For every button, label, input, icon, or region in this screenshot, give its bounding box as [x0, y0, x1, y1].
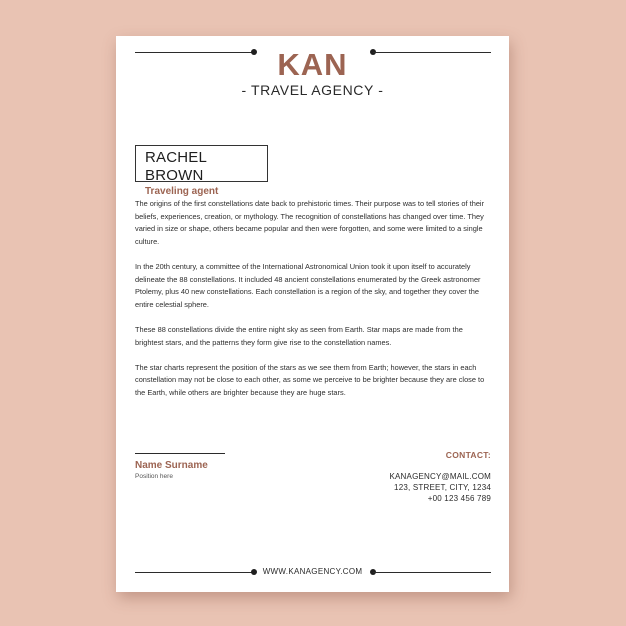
- contact-phone[interactable]: +00 123 456 789: [427, 494, 491, 503]
- sender-role: Traveling agent: [145, 186, 219, 197]
- signature-name: Name Surname: [135, 460, 208, 471]
- body-paragraph: These 88 constellations divide the entire night sky as seen from Earth. Star maps are made from the brightest stars, and the patterns they form give rise to the constellation names.: [135, 324, 463, 347]
- body-paragraph: In the 20th century, a committee of the International Astronomical Union took it upon itself to accurately delineate the 88 constellations. It included 48 ancient constellations enumerated by the Greek astronomer Ptolemy, plus 40 new constellations. Each constellation is a region of the sky, and together they cover the entire celestial sphere.: [135, 261, 481, 309]
- signature-position: Position here: [135, 473, 173, 480]
- website-link[interactable]: WWW.KANAGENCY.COM: [262, 567, 363, 576]
- body-paragraph: The star charts represent the position of the stars as we see them from Earth; however, the stars in each constellation may not be close to each other, as some we perceive to be brighter because they are close to the Earth, while others are brighter because they are huge stars.: [135, 362, 485, 397]
- contact-label: CONTACT:: [445, 450, 491, 460]
- body-paragraph: The origins of the first constellations date back to prehistoric times. Their purpose was to tell stories of their beliefs, experiences, creation, or mythology. The recognition of constellations has changed over time. They varied in size or shape, others became popular and then were forgotten, and some were limited to a single culture.: [135, 199, 485, 246]
- letterhead-page: [116, 36, 509, 592]
- letter-body: [135, 198, 492, 412]
- agency-subtitle: - TRAVEL AGENCY -: [241, 82, 384, 98]
- footer-rule-right: [373, 572, 491, 573]
- signature-line: [135, 453, 225, 454]
- sender-name: RACHEL BROWN: [145, 149, 207, 184]
- brand-logo: KAN: [277, 47, 348, 82]
- contact-email[interactable]: KANAGENCY@MAIL.COM: [389, 472, 491, 481]
- sender-box: [135, 145, 268, 197]
- contact-block: [389, 471, 491, 504]
- contact-address: 123, STREET, CITY, 1234: [394, 483, 491, 492]
